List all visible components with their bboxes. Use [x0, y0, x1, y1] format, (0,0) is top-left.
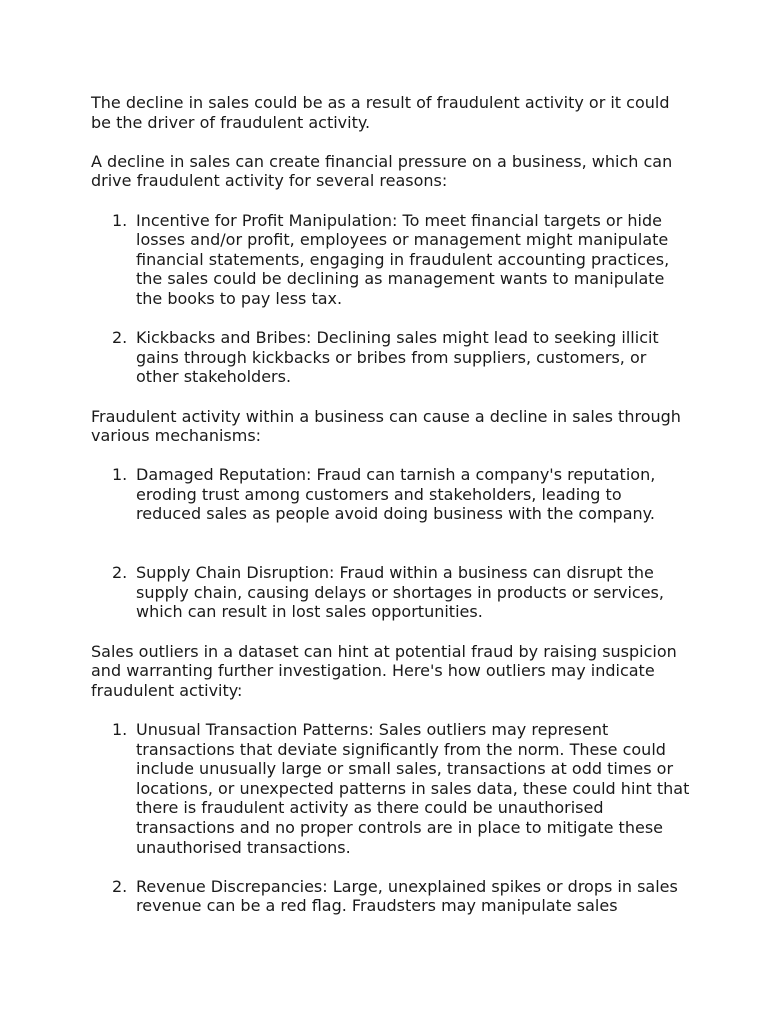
list-item-text: Damaged Reputation: Fraud can tarnish a company's reputation, eroding trust among customers and stakeholders, leading to reduced sales as people avoid doing business with the company.: [136, 465, 656, 524]
list-item: [91, 465, 691, 524]
list-item: [91, 720, 691, 857]
list-item-text: Incentive for Profit Manipulation: To meet financial targets or hide losses and/or profit, employees or management might manipulate financial statements, engaging in fraudulent accounting practices, the sales could be declining as management wants to manipulate the books to pay less tax.: [136, 210, 670, 308]
list-item-text: Supply Chain Disruption: Fraud within a business can disrupt the supply chain, causing delays or shortages in products or services, which can result in lost sales opportunities.: [136, 563, 664, 622]
list-item: [91, 877, 691, 916]
section2-lead-paragraph: Fraudulent activity within a business can cause a decline in sales through various mechanisms:: [91, 406, 681, 446]
section3-lead-paragraph: Sales outliers in a dataset can hint at potential fraud by raising suspicion and warranting further investigation. Here's how outliers may indicate fraudulent activity:: [91, 641, 677, 700]
document-page: [91, 93, 691, 936]
list-item-number: 2.: [112, 876, 128, 896]
section1-lead-paragraph: A decline in sales can create financial pressure on a business, which can drive fraudulent activity for several reasons:: [91, 151, 673, 191]
list-item-text: Unusual Transaction Patterns: Sales outliers may represent transactions that deviate significantly from the norm. These could include unusually large or small sales, transactions at odd times or locations, or unexpected patterns in sales data, these could hint that there is fraudulent activity as there could be unauthorised transactions and no proper controls are in place to mitigate these unauthorised transactions.: [136, 720, 690, 857]
list-item: [91, 211, 691, 309]
list-item-number: 1.: [112, 210, 128, 230]
list-item: [91, 328, 691, 387]
list-item-number: 1.: [112, 465, 128, 485]
list-item: [91, 563, 691, 622]
list-item-text: Revenue Discrepancies: Large, unexplained spikes or drops in sales revenue can be a red flag. Fraudsters may manipulate sales: [136, 876, 678, 916]
list-item-number: 2.: [112, 328, 128, 348]
list-item-number: 1.: [112, 720, 128, 739]
intro-paragraph: The decline in sales could be as a result of fraudulent activity or it could be the driver of fraudulent activity.: [91, 93, 670, 132]
list-item-text: Kickbacks and Bribes: Declining sales might lead to seeking illicit gains through kickbacks or bribes from suppliers, customers, or other stakeholders.: [136, 328, 659, 387]
list-item-number: 2.: [112, 563, 128, 583]
